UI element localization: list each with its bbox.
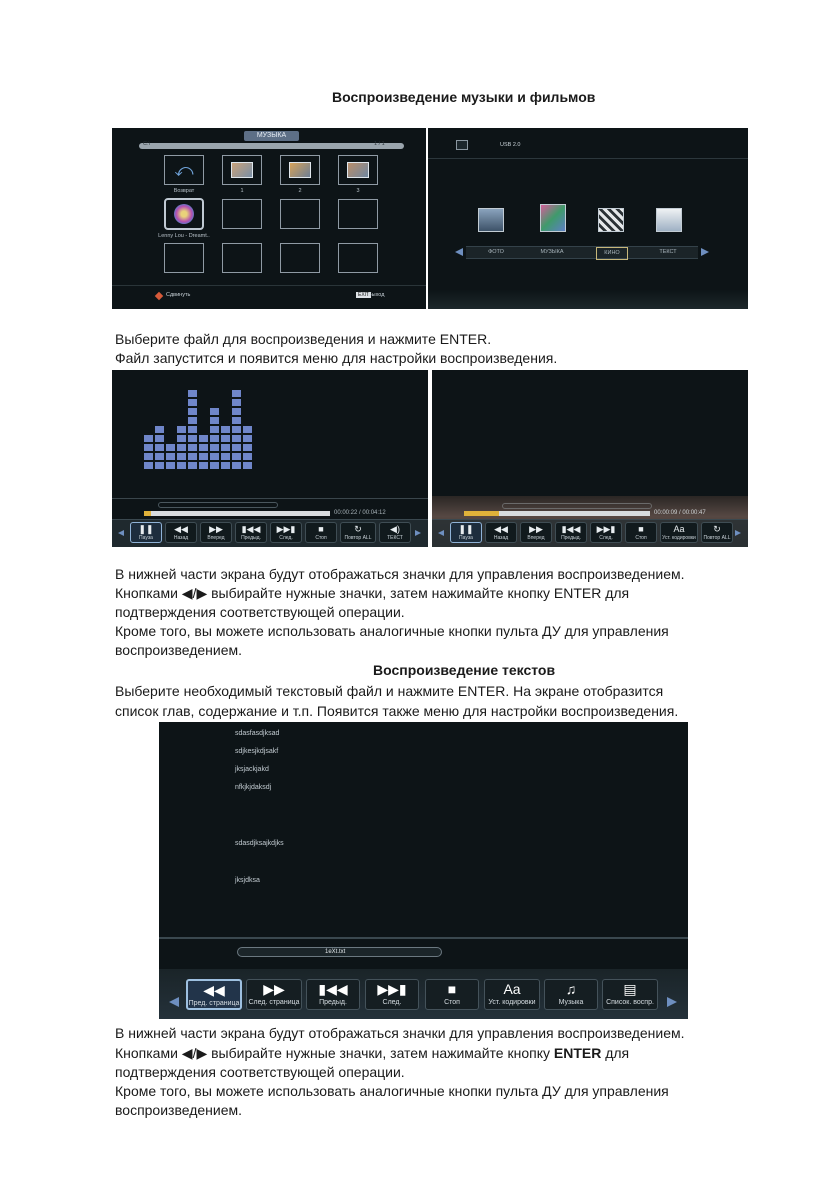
stop-icon: ■ [638,524,644,534]
controls-left-arrow-icon[interactable] [169,997,179,1007]
folder-icon [289,162,311,178]
next-icon: ▶▶▮ [596,524,616,534]
rewind-icon: ◀◀ [174,524,188,534]
tile-label: Lenny Lou - Dreamt.. [158,233,210,239]
stop-icon: ■ [447,981,457,997]
divider [112,498,428,499]
stop-button[interactable]: ■ Стоп [305,522,337,543]
previous-icon: ▮◀◀ [561,524,581,534]
equalizer-block [155,462,164,469]
movie-clapper-icon [598,208,624,232]
fast-forward-button[interactable]: ▶▶ Вперед [520,522,552,543]
equalizer-block [177,462,186,469]
equalizer-block [188,462,197,469]
prev-page-button[interactable]: ◀◀ Пред. страница [186,979,242,1010]
source-label: USB 2.0 [500,142,521,148]
fast-forward-button[interactable]: ▶▶ Вперед [200,522,232,543]
previous-button[interactable]: ▮◀◀ Предыд. [235,522,267,543]
menu-left-arrow-icon[interactable] [455,248,463,256]
equalizer-block [166,462,175,469]
equalizer-block [144,435,153,442]
previous-button[interactable]: ▮◀◀ Предыд. [555,522,587,543]
rewind-button[interactable]: ◀◀ Назад [165,522,197,543]
tile-empty [164,243,204,273]
page-indicator: 1 / 1 [374,141,385,147]
equalizer-block [232,444,241,451]
equalizer-block [243,453,252,460]
text-reader-screen [159,722,688,1019]
equalizer-block [188,444,197,451]
text-button[interactable]: ◀) ТЕКСТ [379,522,411,543]
repeat-icon: ↻ [354,524,362,534]
equalizer-block [177,426,186,433]
path-text: C:\ [143,141,151,147]
equalizer-block [210,435,219,442]
previous-icon: ▮◀◀ [318,981,348,997]
equalizer-block [144,444,153,451]
title-slot [502,503,652,509]
music-progress-track [144,511,330,516]
footer-divider [112,285,426,286]
footer-move-label: Сдвинуть [166,292,191,298]
equalizer-block [232,462,241,469]
equalizer-block [188,435,197,442]
usb-icon [456,140,468,150]
path-bar [139,143,404,149]
tile-folder[interactable] [338,155,378,185]
equalizer-block [221,453,230,460]
folder-icon [231,162,253,178]
equalizer-block [155,435,164,442]
controls-left-arrow-icon[interactable] [118,530,124,536]
tile-label: 1 [240,188,244,194]
stop-button[interactable]: ■ Стоп [625,522,657,543]
equalizer-block [243,435,252,442]
equalizer-block [177,444,186,451]
equalizer-block [144,453,153,460]
browser-title-tab: МУЗЫКА [244,131,299,141]
next-button[interactable]: ▶▶▮ След. [365,979,419,1010]
instruction-line: Кнопками ◀/▶ выбирайте нужные значки, затем нажимайте кнопку ENTER для [115,585,630,601]
tile-label: 2 [298,188,302,194]
rewind-button[interactable]: ◀◀ Назад [485,522,517,543]
equalizer-block [210,462,219,469]
equalizer-block [210,408,219,415]
menu-item-text[interactable]: ТЕКСТ [659,249,677,255]
filename: 1eXt.txt [325,949,346,955]
speaker-icon: ◀) [390,524,400,534]
prev-page-icon: ◀◀ [203,982,225,998]
stop-button[interactable]: ■ Стоп [425,979,479,1010]
text-document-icon [656,208,682,232]
text-line: sdasdjksajkdjks [235,840,284,847]
tile-empty [280,199,320,229]
equalizer-block [188,399,197,406]
encoding-icon: Aa [503,981,521,997]
equalizer-block [232,408,241,415]
repeat-all-button[interactable]: ↻ Повтор ALL [340,522,376,543]
equalizer-block [199,435,208,442]
instruction-line: воспроизведением. [115,642,243,658]
instruction-line: В нижней части экрана будут отображаться значки для управления воспроизведением. [115,566,685,582]
equalizer-block [166,453,175,460]
folder-icon [347,162,369,178]
equalizer-block [232,453,241,460]
equalizer-block [243,426,252,433]
tile-label: Возврат [173,188,195,194]
equalizer-block [177,435,186,442]
instruction-line: воспроизведением. [115,1102,243,1118]
next-button[interactable]: ▶▶▮ След. [590,522,622,543]
pause-icon: ❚❚ [138,524,154,534]
section-heading-text: Воспроизведение текстов [373,662,556,678]
menu-footer-shade [428,290,748,309]
encoding-button[interactable]: Aa Уст. кодировки [660,522,698,543]
equalizer-block [188,426,197,433]
tile-back[interactable] [164,155,204,185]
tile-empty [280,243,320,273]
movie-progress-track [464,511,650,516]
tile-empty [338,243,378,273]
header-divider [428,158,748,159]
instruction-line: Выберите файл для воспроизведения и нажмите ENTER. [115,331,492,347]
title-slot [158,502,278,508]
equalizer-block [232,390,241,397]
move-key-icon [155,292,163,300]
tile-folder[interactable] [222,155,262,185]
equalizer-block [177,453,186,460]
music-time: 00:00:22 / 00:04:12 [334,510,386,516]
instruction-line: Файл запустится и появится меню для настройки воспроизведения. [115,350,558,366]
divider [159,937,688,939]
equalizer-block [144,462,153,469]
equalizer-block [210,444,219,451]
encoding-button[interactable]: Aa Уст. кодировки [484,979,540,1010]
music-note-icon: ♫ [565,981,577,997]
equalizer-block [221,462,230,469]
menu-right-arrow-icon[interactable] [701,248,709,256]
media-menu-screen [428,128,748,309]
equalizer-block [221,444,230,451]
text-line: sdjkesjkdjsakf [235,748,279,755]
music-disc-icon [174,204,194,224]
equalizer-block [188,417,197,424]
next-button[interactable]: ▶▶▮ След. [270,522,302,543]
equalizer-block [166,444,175,451]
menu-item-movie[interactable]: КИНО [596,247,628,260]
equalizer-block [155,453,164,460]
text-line: jksjdksa [235,877,260,884]
equalizer-block [221,426,230,433]
equalizer-block [199,444,208,451]
equalizer-block [210,426,219,433]
equalizer-block [210,417,219,424]
instruction-line: Кнопками ◀/▶ выбирайте нужные значки, затем нажимайте кнопку ENTER для [115,1045,630,1061]
next-icon: ▶▶▮ [276,524,296,534]
music-player-screen [112,370,428,547]
equalizer-block [188,390,197,397]
next-icon: ▶▶▮ [377,981,407,997]
playlist-icon: ▤ [623,981,637,997]
repeat-icon: ↻ [713,524,721,534]
controls-left-arrow-icon[interactable] [438,530,444,536]
footer-exit-label: Выход [368,292,385,298]
file-browser-screen [112,128,426,309]
equalizer-block [232,417,241,424]
equalizer-visualizer [144,398,254,470]
instruction-line: Кроме того, вы можете использовать аналогичные кнопки пульта ДУ для управления [115,1083,669,1099]
equalizer-block [188,408,197,415]
fast-forward-icon: ▶▶ [209,524,223,534]
exit-key-badge: EXIT [358,292,370,298]
equalizer-block [232,426,241,433]
instruction-line: Выберите необходимый текстовый файл и нажмите ENTER. На экране отобразится [115,683,664,699]
instruction-line: Кроме того, вы можете использовать аналогичные кнопки пульта ДУ для управления [115,623,669,639]
photo-icon [478,208,504,232]
controls-right-arrow-icon[interactable] [735,530,741,536]
controls-right-arrow-icon[interactable] [667,997,677,1007]
instruction-line: В нижней части экрана будут отображаться значки для управления воспроизведением. [115,1025,685,1041]
text-line: jksjackjakd [235,766,269,773]
section-heading-music-movies: Воспроизведение музыки и фильмов [332,89,596,105]
playlist-button[interactable]: ▤ Список. воспр. [602,979,658,1010]
menu-item-music[interactable]: МУЗЫКА [540,249,564,255]
encoding-icon: Aa [673,524,685,534]
movie-progress-fill [464,511,499,516]
fast-forward-icon: ▶▶ [529,524,543,534]
equalizer-block [199,453,208,460]
tile-empty [222,199,262,229]
text-line: sdasfasdjksad [235,730,280,737]
rewind-icon: ◀◀ [494,524,508,534]
music-progress-fill [144,511,151,516]
tile-folder[interactable] [280,155,320,185]
text-line: nfkjkjdaksdj [235,784,272,791]
controls-right-arrow-icon[interactable] [415,530,421,536]
equalizer-block [232,435,241,442]
previous-icon: ▮◀◀ [241,524,261,534]
instruction-line: подтверждения соответствующей операции. [115,1064,405,1080]
back-arrow-icon: ⤺ [174,160,194,180]
equalizer-block [155,426,164,433]
music-icon [540,204,566,232]
previous-button[interactable]: ▮◀◀ Предыд. [306,979,360,1010]
instruction-line: подтверждения соответствующей операции. [115,604,405,620]
movie-time: 00:00:09 / 00:00:47 [654,510,706,516]
repeat-all-button[interactable]: ↻ Повтор ALL [701,522,733,543]
pause-button[interactable]: ❚❚ Пауза [450,522,482,543]
equalizer-block [155,444,164,451]
tile-empty [222,243,262,273]
tile-empty [338,199,378,229]
equalizer-block [210,453,219,460]
tile-music-file[interactable] [164,198,204,230]
movie-player-screen [432,370,748,547]
tile-label: 3 [356,188,360,194]
equalizer-block [188,453,197,460]
equalizer-block [243,462,252,469]
equalizer-block [199,462,208,469]
pause-icon: ❚❚ [458,524,474,534]
menu-item-photo[interactable]: ФОТО [488,249,504,255]
equalizer-block [232,399,241,406]
next-page-button[interactable]: ▶▶ След. страница [246,979,302,1010]
next-page-icon: ▶▶ [263,981,285,997]
pause-button[interactable]: ❚❚ Пауза [130,522,162,543]
equalizer-block [243,444,252,451]
equalizer-block [221,435,230,442]
instruction-line: список глав, содержание и т.п. Появится также меню для настройки воспроизведения. [115,703,679,719]
music-button[interactable]: ♫ Музыка [544,979,598,1010]
stop-icon: ■ [318,524,324,534]
media-category-bar [466,246,698,259]
